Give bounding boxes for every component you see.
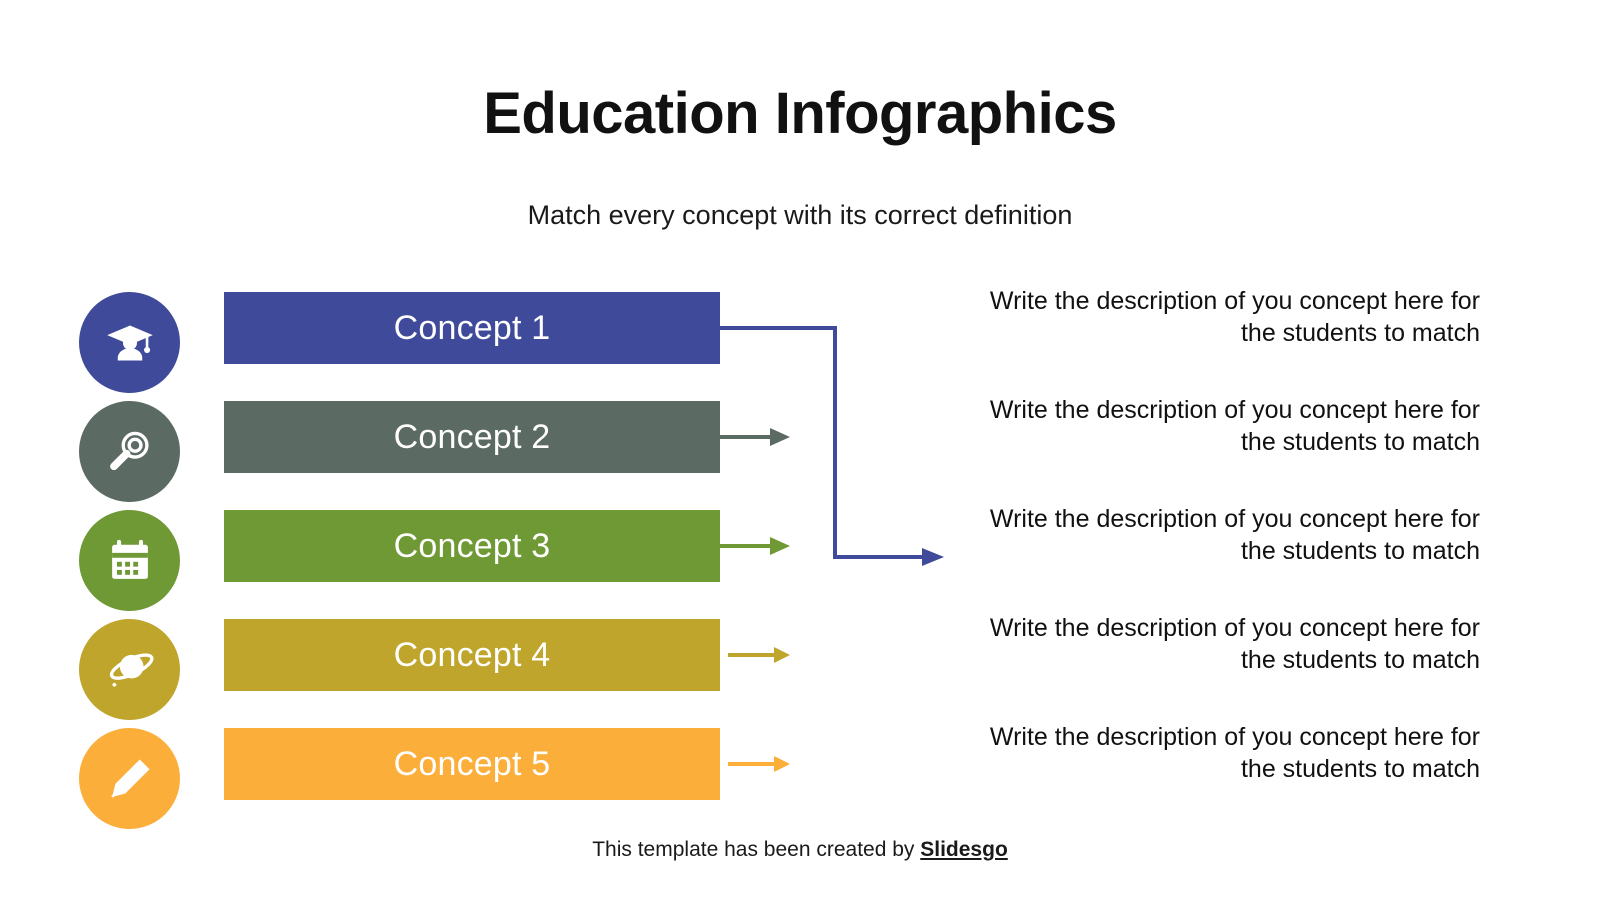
page-title: Education Infographics: [483, 81, 1117, 146]
concept-icon-1: [79, 292, 180, 393]
concept-row-1: [0, 287, 1600, 399]
concept-description-4: Write the description of you concept here for the students to match: [989, 614, 1480, 674]
concept-arrow-5: [720, 726, 980, 835]
footer-credit: [0, 838, 1600, 862]
concept-bar-5[interactable]: [224, 728, 720, 800]
concept-description-3: Write the description of you concept here for the students to match: [989, 505, 1480, 565]
slidesgo-link[interactable]: Slidesgo: [920, 838, 1008, 861]
concept-bar-4[interactable]: [224, 619, 720, 691]
concept-label-3: Concept 3: [393, 526, 551, 565]
calendar-icon: [104, 535, 156, 587]
planet-icon: [103, 643, 157, 697]
concept-row-3: [0, 505, 1600, 617]
concept-arrow-3: [720, 508, 980, 617]
graduation-cap-icon: [102, 315, 158, 371]
concept-icon-2: [79, 401, 180, 502]
concept-row-2: [0, 396, 1600, 508]
concept-icon-3: [79, 510, 180, 611]
concept-description-5: Write the description of you concept here for the students to match: [989, 723, 1480, 783]
pen-icon: [104, 753, 156, 805]
concept-label-5: Concept 5: [393, 744, 551, 783]
footer-text: This template has been created by: [592, 838, 921, 861]
page-subtitle: Match every concept with its correct definition: [527, 200, 1073, 230]
concept-bar-3[interactable]: [224, 510, 720, 582]
concept-arrow-2: [720, 399, 980, 508]
magnifier-icon: [103, 425, 157, 479]
concept-icon-4: [79, 619, 180, 720]
concept-icon-5: [79, 728, 180, 829]
concept-rows: [0, 287, 1600, 835]
concept-row-4: [0, 614, 1600, 726]
concept-row-5: [0, 723, 1600, 835]
concept-bar-2[interactable]: [224, 401, 720, 473]
concept-label-2: Concept 2: [393, 417, 551, 456]
concept-label-4: Concept 4: [393, 635, 551, 674]
concept-label-1: Concept 1: [393, 308, 551, 347]
concept-arrow-4: [720, 617, 980, 726]
concept-description-1: Write the description of you concept here for the students to match: [989, 287, 1480, 347]
concept-arrow-1: [720, 290, 980, 399]
concept-description-2: Write the description of you concept here for the students to match: [989, 396, 1480, 456]
concept-bar-1[interactable]: [224, 292, 720, 364]
